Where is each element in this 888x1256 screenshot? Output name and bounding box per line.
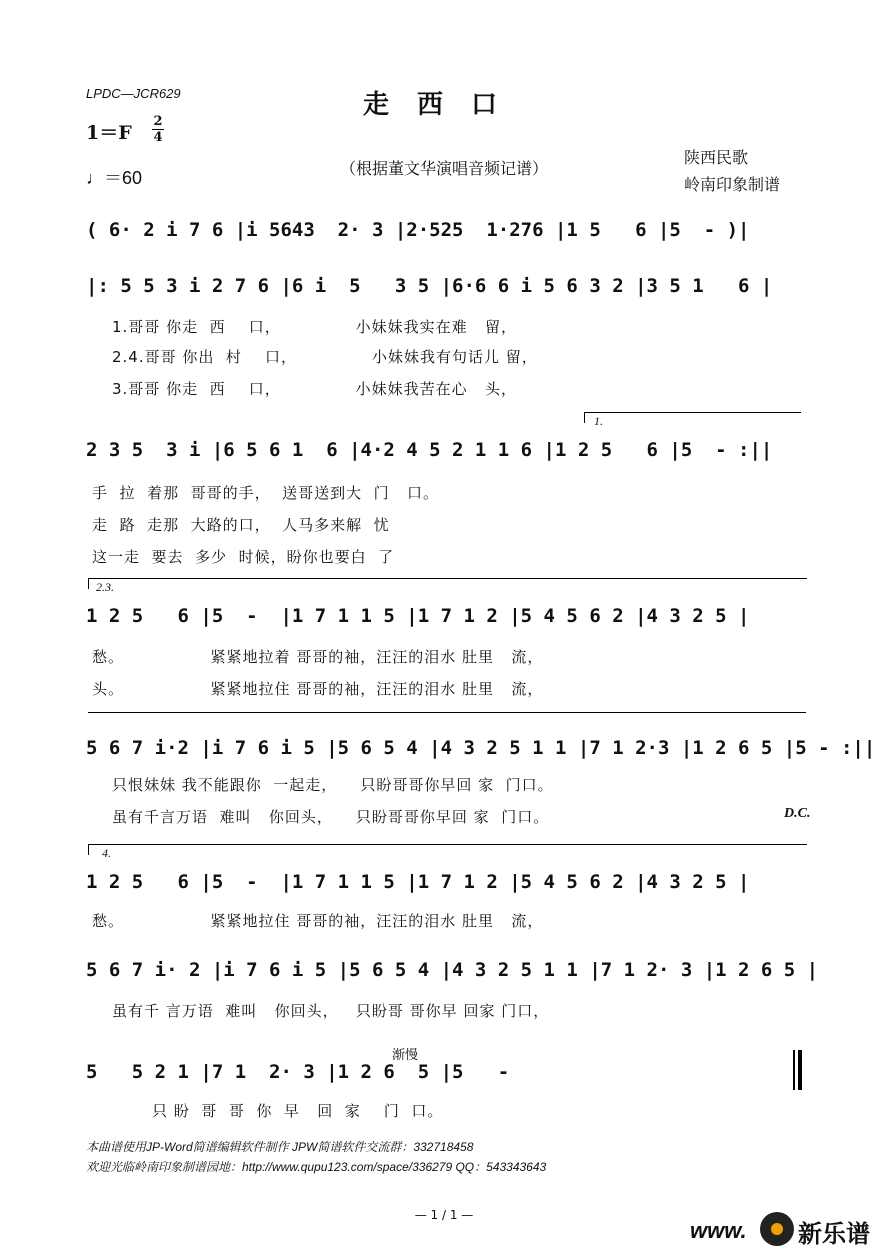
lyric-line-3-verse-3: 这一走 要去 多少 时候，盼你也要白 了 [92,548,395,566]
quarter-note-icon: ♩ [86,168,104,188]
final-barline-thick [798,1050,802,1090]
lyric-line-2-verse-2: 2.4.哥哥 你出 村 口， 小妹妹我有句话儿 留， [112,348,538,366]
volta-label-2-3: 2.3. [96,580,114,594]
watermark-www: www. [690,1218,747,1243]
lyric-line-6: 愁。 紧紧地拉住 哥哥的袖，汪汪的泪水 肚里 流， [92,912,544,930]
watermark-logo-icon [760,1212,794,1246]
ritardando-marking: 渐慢 [392,1048,419,1063]
footer-software-note: 本曲谱使用JP-Word简谱编辑软件制作 JPW简谱软件交流群：332718458 [86,1140,474,1154]
page-title: 走西口 [362,90,525,120]
da-capo-marking: D.C. [784,806,811,821]
score-code: LPDC—JCR629 [86,86,181,101]
page-number: — 1 / 1 — [414,1208,474,1222]
source-note: （根据董文华演唱音频记谱） [339,159,548,178]
final-barline-thin [793,1050,795,1090]
lyric-line-2-verse-3: 3.哥哥 你走 西 口， 小妹妹我苦在心 头， [112,380,517,398]
score-line-8: 5 5 2 1 |7 1 2· 3 |1 2 6 5 |5 - [86,1061,533,1083]
lyric-line-5-verse-1: 只恨妹妹 我不能跟你 一起走， 只盼哥哥你早回 家 门口。 [112,776,554,794]
lyric-line-3-verse-2: 走 路 走那 大路的口， 人马多来解 忧 [92,516,390,534]
score-line-5: 5 6 7 i·2 |i 7 6 i 5 |5 6 5 4 |4 3 2 5 1 1 |7 1 2·3 |1 2 6 5 |5 - :|| [86,737,876,759]
score-line-3: 2 3 5 3 i |6 5 6 1 6 |4·2 4 5 2 1 1 6 |1 2 5 6 |5 - :|| [86,439,773,461]
time-signature-top: 2 [153,114,163,129]
lyric-line-4-verse-2: 头。 紧紧地拉住 哥哥的袖，汪汪的泪水 肚里 流， [92,680,544,698]
volta-label-1: 1. [594,414,603,428]
score-line-6: 1 2 5 6 |5 - |1 7 1 1 5 |1 7 1 2 |5 4 5 6 2 |4 3 2 5 | [86,871,750,893]
footer-website-note: 欢迎光临岭南印象制谱园地：http://www.qupu123.com/space/336279 QQ：543343643 [86,1160,547,1174]
volta-bracket-2-3 [88,578,807,589]
lyric-line-5-verse-2: 虽有千言万语 难叫 你回头， 只盼哥哥你早回 家 门口。 [112,808,550,826]
maker-label: 岭南印象制谱 [684,175,781,194]
time-signature [152,114,164,145]
volta-bracket-continue [88,712,806,723]
score-line-7: 5 6 7 i· 2 |i 7 6 i 5 |5 6 5 4 |4 3 2 5 1 1 |7 1 2· 3 |1 2 6 5 | [86,959,819,981]
volta-bracket-1 [584,412,801,423]
lyric-line-2-verse-1: 1.哥哥 你走 西 口， 小妹妹我实在难 留， [112,318,517,336]
lyric-line-3-verse-1: 手 拉 着那 哥哥的手， 送哥送到大 门 口。 [92,484,439,502]
volta-bracket-4 [88,844,807,855]
score-line-2: |: 5 5 3 i 2 7 6 |6 i 5 3 5 |6·6 6 i 5 6 3 2 |3 5 1 6 | [86,275,773,297]
score-line-4: 1 2 5 6 |5 - |1 7 1 1 5 |1 7 1 2 |5 4 5 6 2 |4 3 2 5 | [86,605,750,627]
watermark-text: 新乐谱 [798,1220,870,1248]
score-line-1: ( 6· 2 i 7 6 |i 5643 2· 3 |2·525 1·276 |1 5 6 |5 - )| [86,219,750,241]
key-signature: 1＝F [86,122,132,144]
lyric-line-8: 只 盼 哥 哥 你 早 回 家 门 口。 [152,1102,444,1120]
lyric-line-7: 虽有千 言万语 难叫 你回头， 只盼哥 哥你早 回家 门口， [112,1002,550,1020]
genre-label: 陕西民歌 [684,148,749,167]
lyric-line-4-verse-1: 愁。 紧紧地拉着 哥哥的袖，汪汪的泪水 肚里 流， [92,648,544,666]
volta-label-4: 4. [102,846,111,860]
tempo-value: ＝60 [104,168,143,188]
time-signature-bottom: 4 [153,130,163,145]
